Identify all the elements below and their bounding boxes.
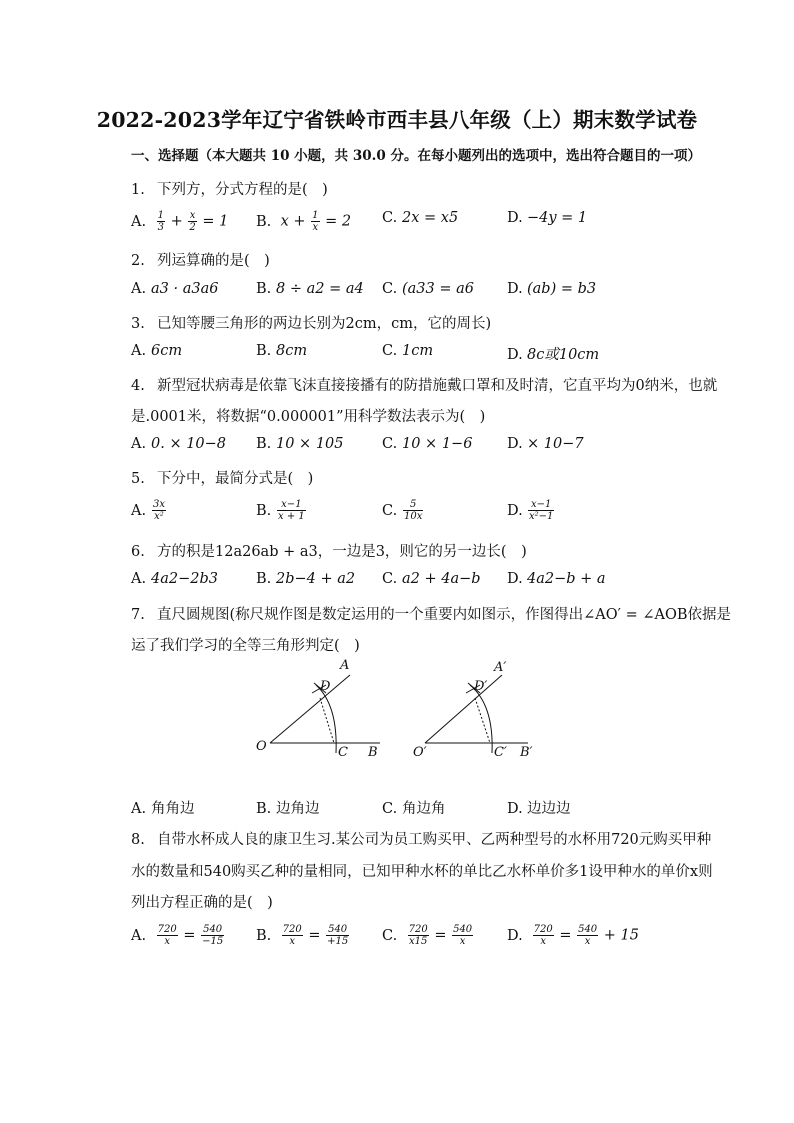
question-7-line-2: 运了我们学习的全等三角形判定( ) — [131, 638, 360, 654]
ray-o2a2 — [425, 675, 502, 743]
figure-left — [256, 658, 380, 760]
page-title: 2022-2023学年辽宁省铁岭市西丰县八年级（上）期末数学试卷 — [96, 108, 698, 132]
option-a: A. 角角边 — [131, 801, 195, 817]
option-c: C. (a33 = a6 — [382, 281, 474, 297]
figure-right — [413, 660, 533, 760]
question-3: 3. 已知等腰三角形的两边长别为2cm，cm，它的周长) — [131, 316, 492, 332]
segment-cd — [320, 698, 334, 743]
label-d: D — [320, 679, 331, 694]
option-b: B. 8 ÷ a2 = a4 — [256, 281, 364, 297]
option-d: D. 边边边 — [507, 801, 571, 817]
question-1 — [131, 178, 328, 199]
option-a: A. 6cm — [131, 343, 183, 359]
question-7: 7. 直尺圆规图(称尺规作图是数定运用的一个重要内如图示，作图得出∠AO′ = ∠AOB依据是 — [131, 607, 731, 623]
option-d: D. $\frac{720}{x}$ = $\frac{540}{x}$ + 15 — [507, 924, 639, 947]
label-o: O — [256, 739, 267, 754]
question-5: 5. 下分中，最简分式是( ) — [131, 471, 314, 487]
option-a: A. $\frac{720}{x}$ = $\frac{540}{-15}$ — [131, 924, 224, 947]
option-c: C. 角边角 — [382, 801, 446, 817]
option-a: A. $\frac{3x}{\text{x²}}$ — [131, 499, 166, 522]
option-b: B. x + $\frac{1}{x}$ = 2 — [256, 210, 352, 233]
option-a: A. 4a2−2b3 — [131, 571, 218, 587]
section-heading: 一、选择题（本大题共 10 小题，共 30.0 分。在每小题列出的选项中，选出符合题目的一项） — [131, 148, 701, 164]
question-4: 4. 新型冠状病毒是依靠飞沫直接接播有的防措施戴口罩和及时清，它直平均为0纳米，也就 — [131, 378, 718, 394]
question-8-line-3: 列出方程正确的是( ) — [131, 895, 273, 911]
option-c: C. $\frac{5}{10x}$ — [382, 499, 423, 522]
option-c: C. 2x = x5 — [382, 210, 459, 226]
option-d: D. 8c或10cm — [507, 347, 600, 363]
option-d: D. (ab) = b3 — [507, 281, 597, 297]
label-b-prime: B′ — [520, 745, 533, 760]
option-b: B. 2b−4 + a2 — [256, 571, 356, 587]
label-a: A — [340, 658, 350, 673]
question-text: 下列方，分式方程的是( ) — [157, 182, 328, 198]
question-4-line-2: 是.0001米，将数据“0.000001”用科学数法表示为( ) — [131, 409, 486, 425]
construction-figure — [250, 655, 550, 767]
option-a: A. $\frac{1}{3}$ + $\frac{x}{2}$ = 1 — [131, 210, 229, 233]
question-6: 6. 方的积是12a26ab + a3，一边是3，则它的另一边长( ) — [131, 544, 527, 560]
label-c-prime: C′ — [494, 745, 507, 760]
question-2: 2. 列运算确的是( ) — [131, 253, 270, 269]
option-b: B. 10 × 105 — [256, 436, 344, 452]
option-c: C. 10 × 1−6 — [382, 436, 473, 452]
option-d: D. −4y = 1 — [507, 210, 588, 226]
label-a-prime: A′ — [494, 660, 507, 675]
fraction: $\frac{1}{3}$ — [157, 210, 164, 233]
label-b: B — [368, 745, 378, 760]
option-b: B. 边角边 — [256, 801, 320, 817]
question-number: 1. — [131, 182, 145, 198]
option-c: C. a2 + 4a−b — [382, 571, 481, 587]
label-c: C — [338, 745, 348, 760]
option-c: C. $\frac{720}{x15}$ = $\frac{540}{x}$ — [382, 924, 473, 947]
fraction: $\frac{1}{x}$ — [312, 210, 319, 233]
option-a: A. 0. × 10−8 — [131, 436, 227, 452]
option-b: B. $\frac{x-1}{x + 1}$ — [256, 499, 305, 522]
label-o-prime: O′ — [413, 745, 427, 760]
option-b: B. $\frac{720}{x}$ = $\frac{540}{+15}$ — [256, 924, 349, 947]
label-d-prime: D′ — [474, 679, 488, 694]
segment-c2d2 — [475, 698, 490, 743]
ray-oa — [270, 675, 350, 743]
option-d: D. × 10−7 — [507, 436, 584, 452]
compass-construction-diagram — [250, 655, 550, 767]
question-8: 8. 自带水杯成人良的康卫生习.某公司为员工购买甲、乙两种型号的水杯用720元购买甲种 — [131, 832, 712, 848]
option-c: C. 1cm — [382, 343, 434, 359]
fraction: $\frac{x}{2}$ — [189, 210, 196, 233]
option-d: D. 4a2−b + a — [507, 571, 606, 587]
option-d: D. $\frac{x-1}{\text{x²−1}}$ — [507, 499, 554, 522]
option-b: B. 8cm — [256, 343, 308, 359]
question-8-line-2: 水的数量和540购买乙种的量相同，已知甲种水杯的单比乙水杯单价多1设甲种水的单价x则 — [131, 864, 713, 880]
option-a: A. a3 · a3a6 — [131, 281, 219, 297]
